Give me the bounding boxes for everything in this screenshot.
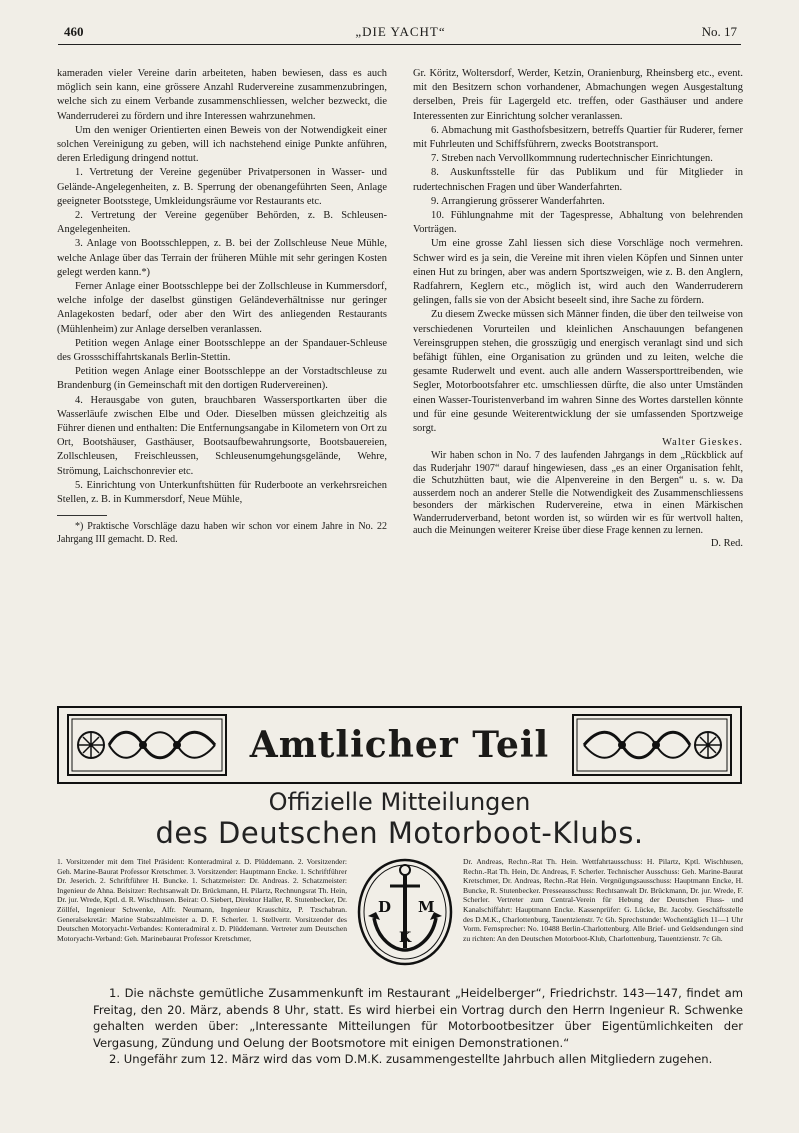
banner-title: Amtlicher Teil [249,724,550,766]
editor-signature: D. Red. [710,538,743,550]
paragraph: Petition wegen Anlage einer Bootsschleppe an der Spandauer-Schleuse des Grossschiffahrtskanals Berlin-Stettin. [57,337,387,364]
board-members-right: Dr. Andreas, Rechn.-Rat Th. Hein. Wettfahrtausschuss: H. Pilartz, Kptl. Wischhusen, Rechn.-Rat Th. Hein, Dr. Andreas, F. Scherler. Technischer Ausschuss: Geh. Marine-Baurat Kretschmer, Dr. Andreas, Rechn.-Rat Hein. Vergnügungsausschuss: Hauptmann Encke, H. Buncke, R. Stutenbecker. Presseausschuss: Rechtsanwalt Dr. Brückmann, Dr. jur. Wrede, F. Scherler. Vertreter zum Central-Verein für Hebung der Deutschen Fluss- und Kanalschiffahrt: Hauptmann Encke. Kassenprüfer: G. Lücke, Br. Jacoby. Geschäftsstelle des D.M.K., Charlottenburg, Tauentzienstr. 7c Gh. Sprechstunde: Wochentäglich 11—1 Uhr Vorm. Fernsprecher: No. 10488 Berlin-Charlottenburg. Alle Brief- und Geldsendungen sind zu richten: An den Deutschen Motorboot-Klub, Charlottenburg, Tauentzienstr. 7c Gh. [463,857,743,943]
official-section-banner [57,706,742,784]
paragraph: Um eine grosse Zahl liessen sich diese Vorschläge noch vermehren. Schwer wird es ja sein, die Vereine mit ihren vielen Köpfen und Sinnen unter einen Hut zu bringen, aber was andern Sportszweigen, wie z. B. den Anglern, Radfahrern, Keglern etc., möglich ist, wird auch den Wanderruderern gelingen, falls sie von der Absicht beseelt sind, ihre Sache zu fördern. [413,238,743,307]
paragraph: 8. Auskunftsstelle für das Publikum und für Mitglieder in rudertechnischen Fragen und über Wanderfahrten. [413,167,743,193]
club-emblem-icon [354,856,456,968]
emblem-letter: K [399,930,412,946]
ornament-right-icon [572,714,732,776]
paragraph: Petition wegen Anlage einer Bootsschleppe an der Vorstadtschleuse zu Brandenburg (in Gemeinschaft mit den dortigen Rudervereinen). [57,366,387,392]
paragraph: 7. Streben nach Vervollkommnung rudertechnischer Einrichtungen. [431,153,713,165]
paragraph: Um den weniger Orientierten einen Beweis von der Notwendigkeit einer solchen Vereinigung zu geben, will ich nachstehend einige Punkte anführen, deren Erledigung dringend nottut. [57,124,387,165]
paragraph: 10. Fühlungnahme mit der Tagespresse, Abhaltung von belehrenden Vorträgen. [413,210,743,236]
emblem-letter: D [378,898,392,916]
paragraph: 6. Abmachung mit Gasthofsbesitzern, betreffs Quartier für Ruderer, ferner mit Fuhrleuten und Schiffsführern, zwecks Bootstransport. [413,124,743,151]
page-number: 460 [64,24,84,39]
header-rule [58,44,741,45]
emblem-letter: M [418,898,435,916]
journal-title: „DIE YACHT“ [355,24,446,39]
paragraph: kameraden vieler Vereine darin arbeiteten, haben bewiesen, dass es auch möglich sein kann, eine grössere Anzahl Rudervereine zusammenzubringen, welche sich zu einem Verbande zusammenschliessen, welcher bezweckt, die Wanderruderei zu fördern und ihre Interessen wahrzunehmen. [57,68,387,122]
footnote-rule [57,515,107,516]
official-title-line-1: Offizielle Mitteilungen [268,788,531,816]
paragraph: 3. Anlage von Bootsschleppen, z. B. bei der Zollschleuse Neue Mühle, welche Anlage über das Terrain der früheren Mühle mit sehr geringen Kosten gelegt werden kann.*) [57,238,387,278]
official-title-line-2: des Deutschen Motorboot-Klubs. [155,816,644,850]
paragraph: Gr. Köritz, Woltersdorf, Werder, Ketzin, Oranienburg, Rheinsberg etc., event. mit den Besitzern schon vorhandener, Abmachungen wegen Ausgestaltung derselben, Preis für Lagergeld etc. treffen, oder Gasthäuser und andere Interessenten zur Einrichtung solcher veranlassen. [413,68,743,122]
right-column [413,67,743,552]
paragraph: 9. Arrangierung grösserer Wanderfahrten. [431,195,605,207]
left-column [57,67,387,546]
author-signature: Walter Gieskes. [662,437,743,449]
paragraph: 5. Einrichtung von Unterkunftshütten für Ruderboote an verkehrsreichen Stellen, z. B. in Kummersdorf, Neue Mühle, [57,479,387,506]
board-members-left: 1. Vorsitzender mit dem Titel Präsident: Konteradmiral z. D. Plüddemann. 2. Vorsitzender: Geh. Marine-Baurat Professor Kretschmer. 3. Vorsitzender: Hauptmann Encke. 1. Schriftführer Dr. Jeserich. 2. Schriftführer H. Buncke. 1. Schatzmeister: Dr. Andreas. 2. Schatzmeister: Ingenieur de Ahna. Beisitzer: Rechtsanwalt Dr. Brückmann, H. Pilartz, Rechnungsrat Th. Hein, Dr. jur. Wrede, Kptl. d. R. Wischhusen. Beirat: O. Siebert, Direktor Haller, R. Stutenbecker, Dr. Zöllfel, Ingenieur Schwenke, Alfr. Neumann, Ingenieur Krauschitz, P. Tzschabran. Generalsekretär: Marine Stabszahlmeister a. D. F. Scherler. 1. Stellvertr. Vorsitzender des Deutschen Motoryacht-Verbandes: Konteradmiral z. D. Plüddemann. Vertreter zum Deutschen Motoryacht-Verband: Geh. Marinebaurat Professor Kretschmer, [57,857,347,943]
paragraph: 1. Vertretung der Vereine gegenüber Privatpersonen in Wasser- und Gelände-Angelegenheiten, z. B. Sperrung der obenangeführten Seen, Anlage geeigneter Bootsstege, Umkleidungsräume vor Restaurants etc. [57,167,387,207]
paragraph: 4. Herausgabe von guten, brauchbaren Wassersportkarten über die Wasserläufe zwischen Elbe und Oder. Dieselben müssen gleichzeitig als Führer dienen und enthalten: Die Entfernungsangabe in Kilometern von Ort zu Ort, Bootshäuser, Gasthäuser, Bootsaufbewahrungsorte, Bootsbauereien, Zollschleusen, Freischleussen, Schleusenumgehungsgelände, Wehre, Strömung, Laichschonrevier etc. [57,394,387,477]
paragraph: Ferner Anlage einer Bootsschleppe bei der Zollschleuse in Kummersdorf, welche infolge der daselbst günstigen Geländeverhältnisse nur geringer Anlagekosten bedarf, oder aber den Wirt des anliegenden Restaurants (Mühlenheim) zur Anlage derselben veranlassen. [57,281,387,335]
club-notices [93,985,743,1068]
page-header [64,24,737,42]
issue-number: No. 17 [701,24,737,39]
footnote: *) Praktische Vorschläge dazu haben wir schon vor einem Jahre in No. 22 Jahrgang III gemacht. D. Red. [57,521,387,546]
paragraph: Zu diesem Zwecke müssen sich Männer finden, die über den teilweise von verschiedenen Vorurteilen und kleinlichen Anschauungen befangenen Vereinsgruppen stehen, die grosszügig und energisch veranlagt sind und sich befähigt fühlen, eine Organisation zu gründen und zu leiten, welche die gesamte Ruderwelt und event. auch alle andern Wassersporttreibenden, wie Segler, Motorbootsfahrer etc. umschliessen dürfte, die also unter Umständen einen Wasser-Touristenverband im wahren Sinne des Wortes darstellen könnte und für eine gesunde Weiterentwicklung der sie umfassenden Sportzweige sorgt. [413,309,743,435]
notice-item: 1. Die nächste gemütliche Zusammenkunft im Restaurant „Heidelberger“, Friedrichstr. 143—147, findet am Freitag, den 20. März, abends 8 Uhr, statt. Es wird hierbei ein Vortrag durch den Herrn Ingenieur R. Schwenke gehalten werden über: „Interessante Mitteilungen für Motorbootbesitzer über Eigentümlichkeiten der Vergasung, Zündung und Oelung der Bootsmotore mit einigen Demonstrationen.“ [93,986,743,1050]
notice-item: 2. Ungefähr zum 12. März wird das vom D.M.K. zusammengestellte Jahrbuch allen Mitgliedern zugehen. [109,1052,713,1066]
paragraph: 2. Vertretung der Vereine gegenüber Behörden, z. B. Schleusen-Angelegenheiten. [57,210,387,236]
editor-note: Wir haben schon in No. 7 des laufenden Jahrgangs in dem „Rückblick auf das Ruderjahr 1907“ darauf hingewiesen, dass „es an einer Organisation fehlt, die Schutzhütten baut, wie die Alpenvereine in den Bergen“ u. s. w. Da ausserdem noch an anderer Stelle die Notwendigkeit des Zusammenschliessens besonders der märkischen Rudervereine, etwa in einen Märkischen Wanderruderverband, betont worden ist, so würden wir es für wertvoll halten, auch die Meinungen weiterer Kreise über diese Frage kennen zu lernen. [413,450,743,536]
